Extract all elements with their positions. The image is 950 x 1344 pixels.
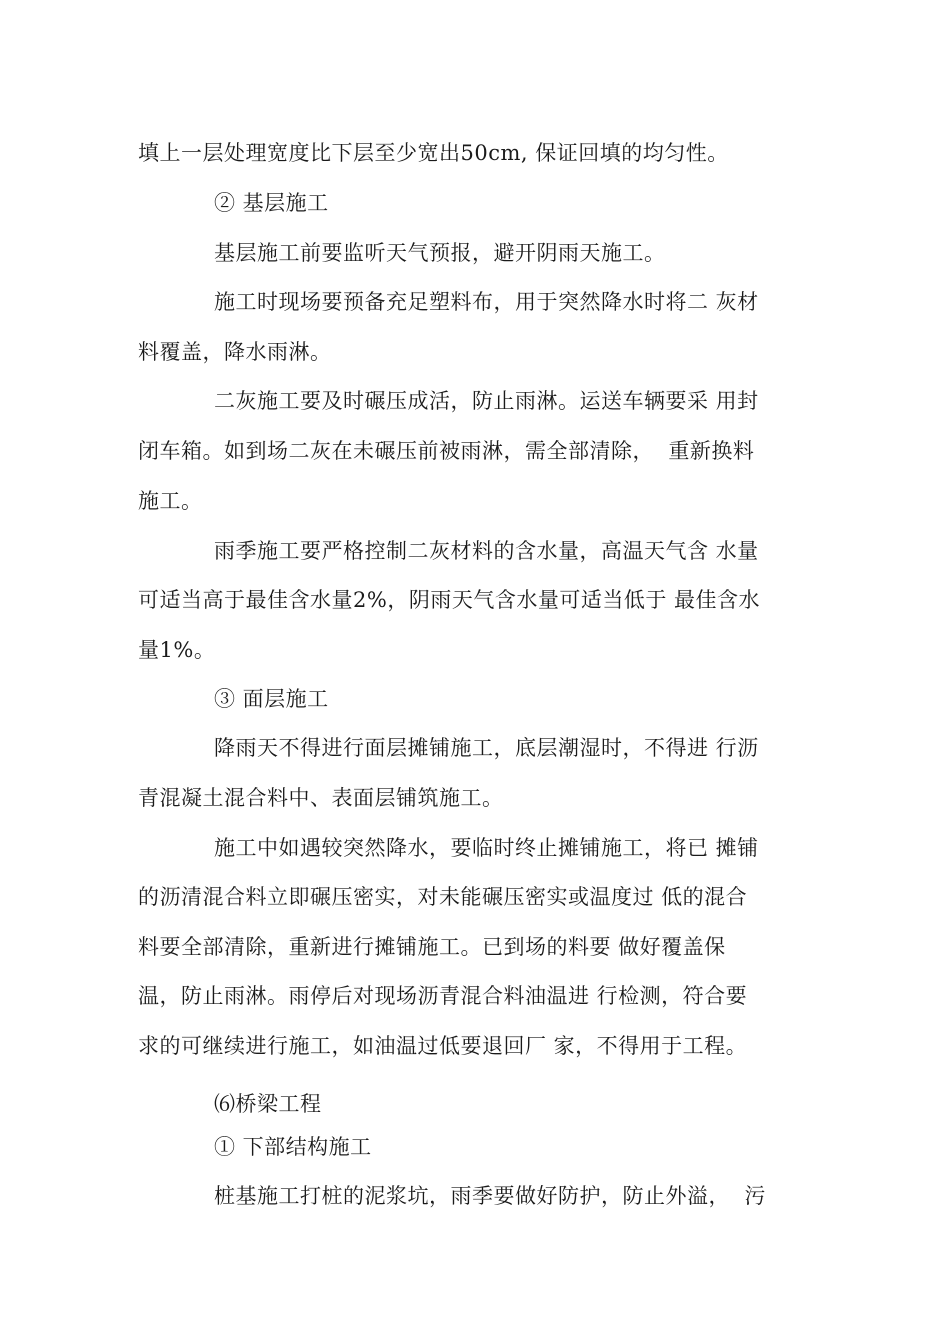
text-line: 温，防止雨淋。雨停后对现场沥青混合料油温进 行检测，符合要 (138, 984, 748, 1008)
section-heading-bridge-works: ⑹桥梁工程 (214, 1092, 322, 1116)
text-line: 施工。 (138, 489, 203, 513)
text-line: 二灰施工要及时碾压成活，防止雨淋。运送车辆要采 用封 (214, 389, 759, 413)
text-line: 降雨天不得进行面层摊铺施工，底层潮湿时，不得进 行沥 (214, 736, 759, 760)
text-line: 求的可继续进行施工，如油温过低要退回厂 家，不得用于工程。 (138, 1034, 748, 1058)
text-line: 料要全部清除，重新进行摊铺施工。已到场的料要 做好覆盖保 (138, 935, 726, 959)
subheading-surface-construction: ③ 面层施工 (214, 687, 329, 711)
text-line: 填上一层处理宽度比下层至少宽出50cm, 保证回填的均匀性。 (138, 141, 729, 165)
subheading-base-construction: ② 基层施工 (214, 191, 329, 215)
text-line: 量1%。 (138, 638, 216, 662)
text-line: 可适当高于最佳含水量2%，阴雨天气含水量可适当低于 最佳含水 (138, 588, 760, 612)
text-line: 基层施工前要监听天气预报，避开阴雨天施工。 (214, 241, 666, 265)
text-line: 雨季施工要严格控制二灰材料的含水量，高温天气含 水量 (214, 539, 759, 563)
subheading-substructure: ① 下部结构施工 (214, 1135, 372, 1159)
text-line: 料覆盖，降水雨淋。 (138, 340, 332, 364)
text-line: 的沥清混合料立即碾压密实，对未能碾压密实或温度过 低的混合 (138, 885, 748, 909)
text-line: 青混凝土混合料中、表面层铺筑施工。 (138, 786, 504, 810)
text-line: 闭车箱。如到场二灰在未碾压前被雨淋，需全部清除， 重新换料 (138, 439, 755, 463)
text-line: 施工时现场要预备充足塑料布，用于突然降水时将二 灰材 (214, 290, 759, 314)
text-line: 桩基施工打桩的泥浆坑，雨季要做好防护，防止外溢， 污 (214, 1184, 766, 1208)
text-line: 施工中如遇较突然降水，要临时终止摊铺施工，将已 摊铺 (214, 836, 759, 860)
